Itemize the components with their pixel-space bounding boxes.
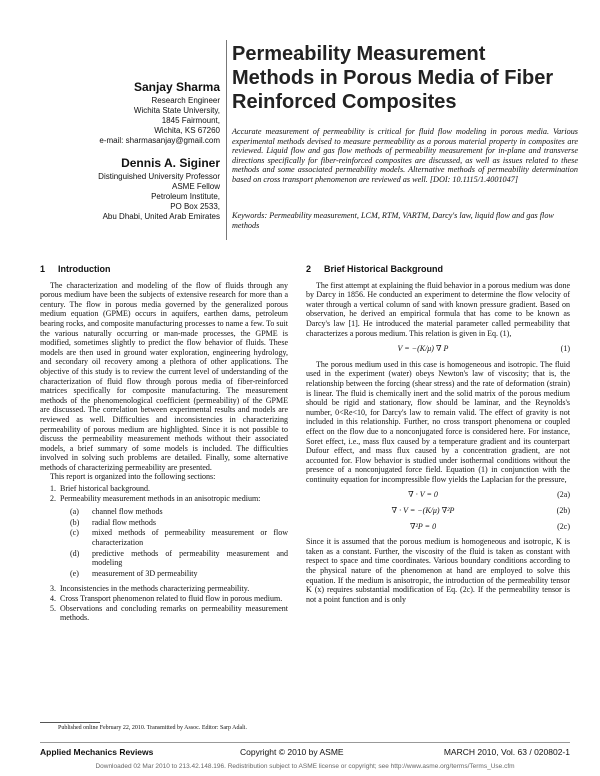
section-title: Brief Historical Background <box>324 264 444 274</box>
section-title: Introduction <box>58 264 111 274</box>
paragraph: The first attempt at explaining the fluid behavior in a porous medium was done by Darcy in 1856. He conducted an experiment to determine the flow velocity of water through a vertical column of sand with known pressure gradient. Based on observation, he derived an empirical formula that has come to be known as Darcy's law [1]. He introduced the material parameter called permeability that characterizes a porous medium. This relation is given in Eq. (1), <box>306 280 570 338</box>
equation-2a <box>306 490 570 500</box>
author-affil-line: Abu Dhabi, United Arab Emirates <box>102 212 220 221</box>
list-item: (d) predictive methods of permeability measurement and modeling <box>70 548 288 568</box>
paragraph: This report is organized into the following sections: <box>50 472 216 482</box>
list-item: (e) measurement of 3D permeability <box>70 568 198 578</box>
equation-label: (2b) <box>556 506 570 516</box>
keywords: Keywords: Permeability measurement, LCM, RTM, VARTM, Darcy's law, liquid flow and gas flow methods <box>232 211 554 230</box>
author-name-1: Sanjay Sharma <box>133 80 220 94</box>
list-item: 3. Inconsistencies in the methods characterizing permeability. <box>50 584 250 594</box>
author-email[interactable]: e-mail: sharmasanjay@gmail.com <box>99 136 220 145</box>
equation-1 <box>306 344 570 354</box>
list-item: (a) channel flow methods <box>70 507 163 517</box>
equation-label: (1) <box>560 344 570 354</box>
column-left <box>40 265 288 623</box>
list-item: (b) radial flow methods <box>70 517 156 527</box>
equation-body: V = −(K/μ) ∇ P <box>397 344 449 354</box>
author-affil-line: Distinguished University Professor <box>98 172 220 181</box>
paper-title: Permeability Measurement Methods in Porous Media of Fiber Reinforced Composites <box>232 43 554 113</box>
section-number: 1 <box>40 264 46 274</box>
footer-rule <box>40 742 570 743</box>
list-item: (c) mixed methods of permeability measurement or flow characterization <box>70 528 288 548</box>
outline-list-continued <box>40 584 288 622</box>
author-affil-line: Wichita State University, <box>133 106 220 115</box>
column-right <box>306 265 570 604</box>
section-number: 2 <box>306 264 312 274</box>
download-notice[interactable]: Downloaded 02 Mar 2010 to 213.42.148.196. Redistribution subject to ASME license or copyright; see http://www.asme.org/terms/Terms_Use.cfm <box>95 763 515 770</box>
header-divider <box>226 40 227 240</box>
footnote: Published online February 22, 2010. Transmitted by Assoc. Editor: Sarp Adali. <box>58 725 247 731</box>
author-affil-line: Research Engineer <box>151 96 220 105</box>
author-affil-line: 1845 Fairmount, <box>161 116 220 125</box>
equation-body: ∇²P = 0 <box>409 521 437 531</box>
list-item: 5. Observations and concluding remarks on permeability measurement methods. <box>50 603 288 623</box>
equation-body: ∇ · V = −(K/μ) ∇²P <box>391 506 455 516</box>
paragraph: The porous medium used in this case is homogeneous and isotropic. The fluid used in the experiment (water) obeys Newton's law of viscosity; that is, the relationship between the forcing (shear stress) and the rate of deformation (strain) is linear. The fluid is chemically inert and the solid matrix of the porous medium should be rigid and stationary, flow should be laminar, and the Reynolds's number, 0<Re<10, for Darcy's law to remain valid. The effect of gravity is not included in this relationship. Further, no cross transport phenomena or coupled effect on the flow due to a nonconjugated force is considered here. For instance, Soret effect, i.e., mass flux caused by a temperature gradient and its counterpart Dufour effect, and mass flux caused by a concentration gradient, are not accounted for. Flow behavior is studied under isothermal conditions without the presence of a nonconjugated force field. Equation (1) in conjunction with the continuity equation for incompressible flow yields the Laplacian for the pressure, <box>306 359 570 484</box>
paragraph: Since it is assumed that the porous medium is homogeneous and isotropic, K is taken as a constant. Further, the viscosity of the fluid is taken as constant with respect to space and time coordinates. Various boundary conditions according to the physical nature of the phenomenon at hand are employed to solve this equation. If the medium is anisotropic, the introduction of the permeability tensor K (x) requires substantial modification of Eq. (2c). If the permeability tensor is not a point function and is only <box>306 537 570 604</box>
list-item: 4. Cross Transport phenomenon related to fluid flow in porous medium. <box>50 594 283 603</box>
section-heading-history <box>306 265 570 275</box>
paragraph: The characterization and modeling of the flow of fluids through any porous medium have been the subjects of extensive research for more than a century. The flow in porous media governed by the generalized porous medium equation (GPME) occurs in aquifers, earthen dams, petroleum bearing rocks, and composite manufacturing processes to name a few. To suit the various naturally occurring or man-made processes, the GPME is modified, sometimes slightly to predict the flow behavior of fluids. These models are then used in ground water exploration, engineering hydrology, and secondary oil recovery among a plethora of other applications. The objective of this study is to review the current level of understanding of the characterization of fluid flow through porous media of fiber-reinforced matrices specifically for composite manufacturing. The measurement methods of the phenomenological coefficient (permeability) of the GPME are discussed. The correlation between experimental results and models are reviewed as well. Difficulties and inconsistencies in characterizing permeability of porous medium are highlighted. Since it is not possible to discuss the permeability measurement methods without their associated models, a brief summary of some models is included. The difficulties involved in solving such problems are detailed. Finally, some alternative methods of characterizing permeability are presented. <box>40 280 288 472</box>
author-affil-line: PO Box 2533, <box>170 202 220 211</box>
footer-journal: Applied Mechanics Reviews <box>40 747 154 757</box>
author-affil-line: Petroleum Institute, <box>151 192 220 201</box>
outline-list <box>40 484 288 503</box>
list-item: 1. Brief historical background. <box>50 484 150 494</box>
equation-2c <box>306 522 570 532</box>
footnote-rule <box>40 722 100 723</box>
equation-2b <box>306 506 570 516</box>
footer-copyright: Copyright © 2010 by ASME <box>240 747 344 757</box>
author-name-2: Dennis A. Siginer <box>121 156 220 170</box>
list-item: 2. Permeability measurement methods in an anisotropic medium: <box>50 493 261 503</box>
section-heading-introduction <box>40 265 288 275</box>
author-block <box>40 80 220 222</box>
outline-sublist <box>70 507 288 578</box>
abstract: Accurate measurement of permeability is critical for fluid flow modeling in porous media. Various experimental methods devised to measure permeability as a porous material property in composites are reviewed. Liquid flow and gas flow methods of permeability measurement for in-plane and transverse directions specifically for fiber-reinforced composites are discussed, as well as issues related to these methods and some associated permeability models. Alternative methods of permeability determination based on cross transport phenomenon are reviewed as well. [DOI: 10.1115/1.4001047] <box>232 127 578 184</box>
equation-label: (2a) <box>557 490 570 500</box>
equation-body: ∇ · V = 0 <box>408 490 438 500</box>
footer-issue: MARCH 2010, Vol. 63 / 020802-1 <box>443 747 570 757</box>
author-affil-line: ASME Fellow <box>171 182 220 191</box>
equation-label: (2c) <box>557 521 570 531</box>
author-affil-line: Wichita, KS 67260 <box>154 126 220 135</box>
